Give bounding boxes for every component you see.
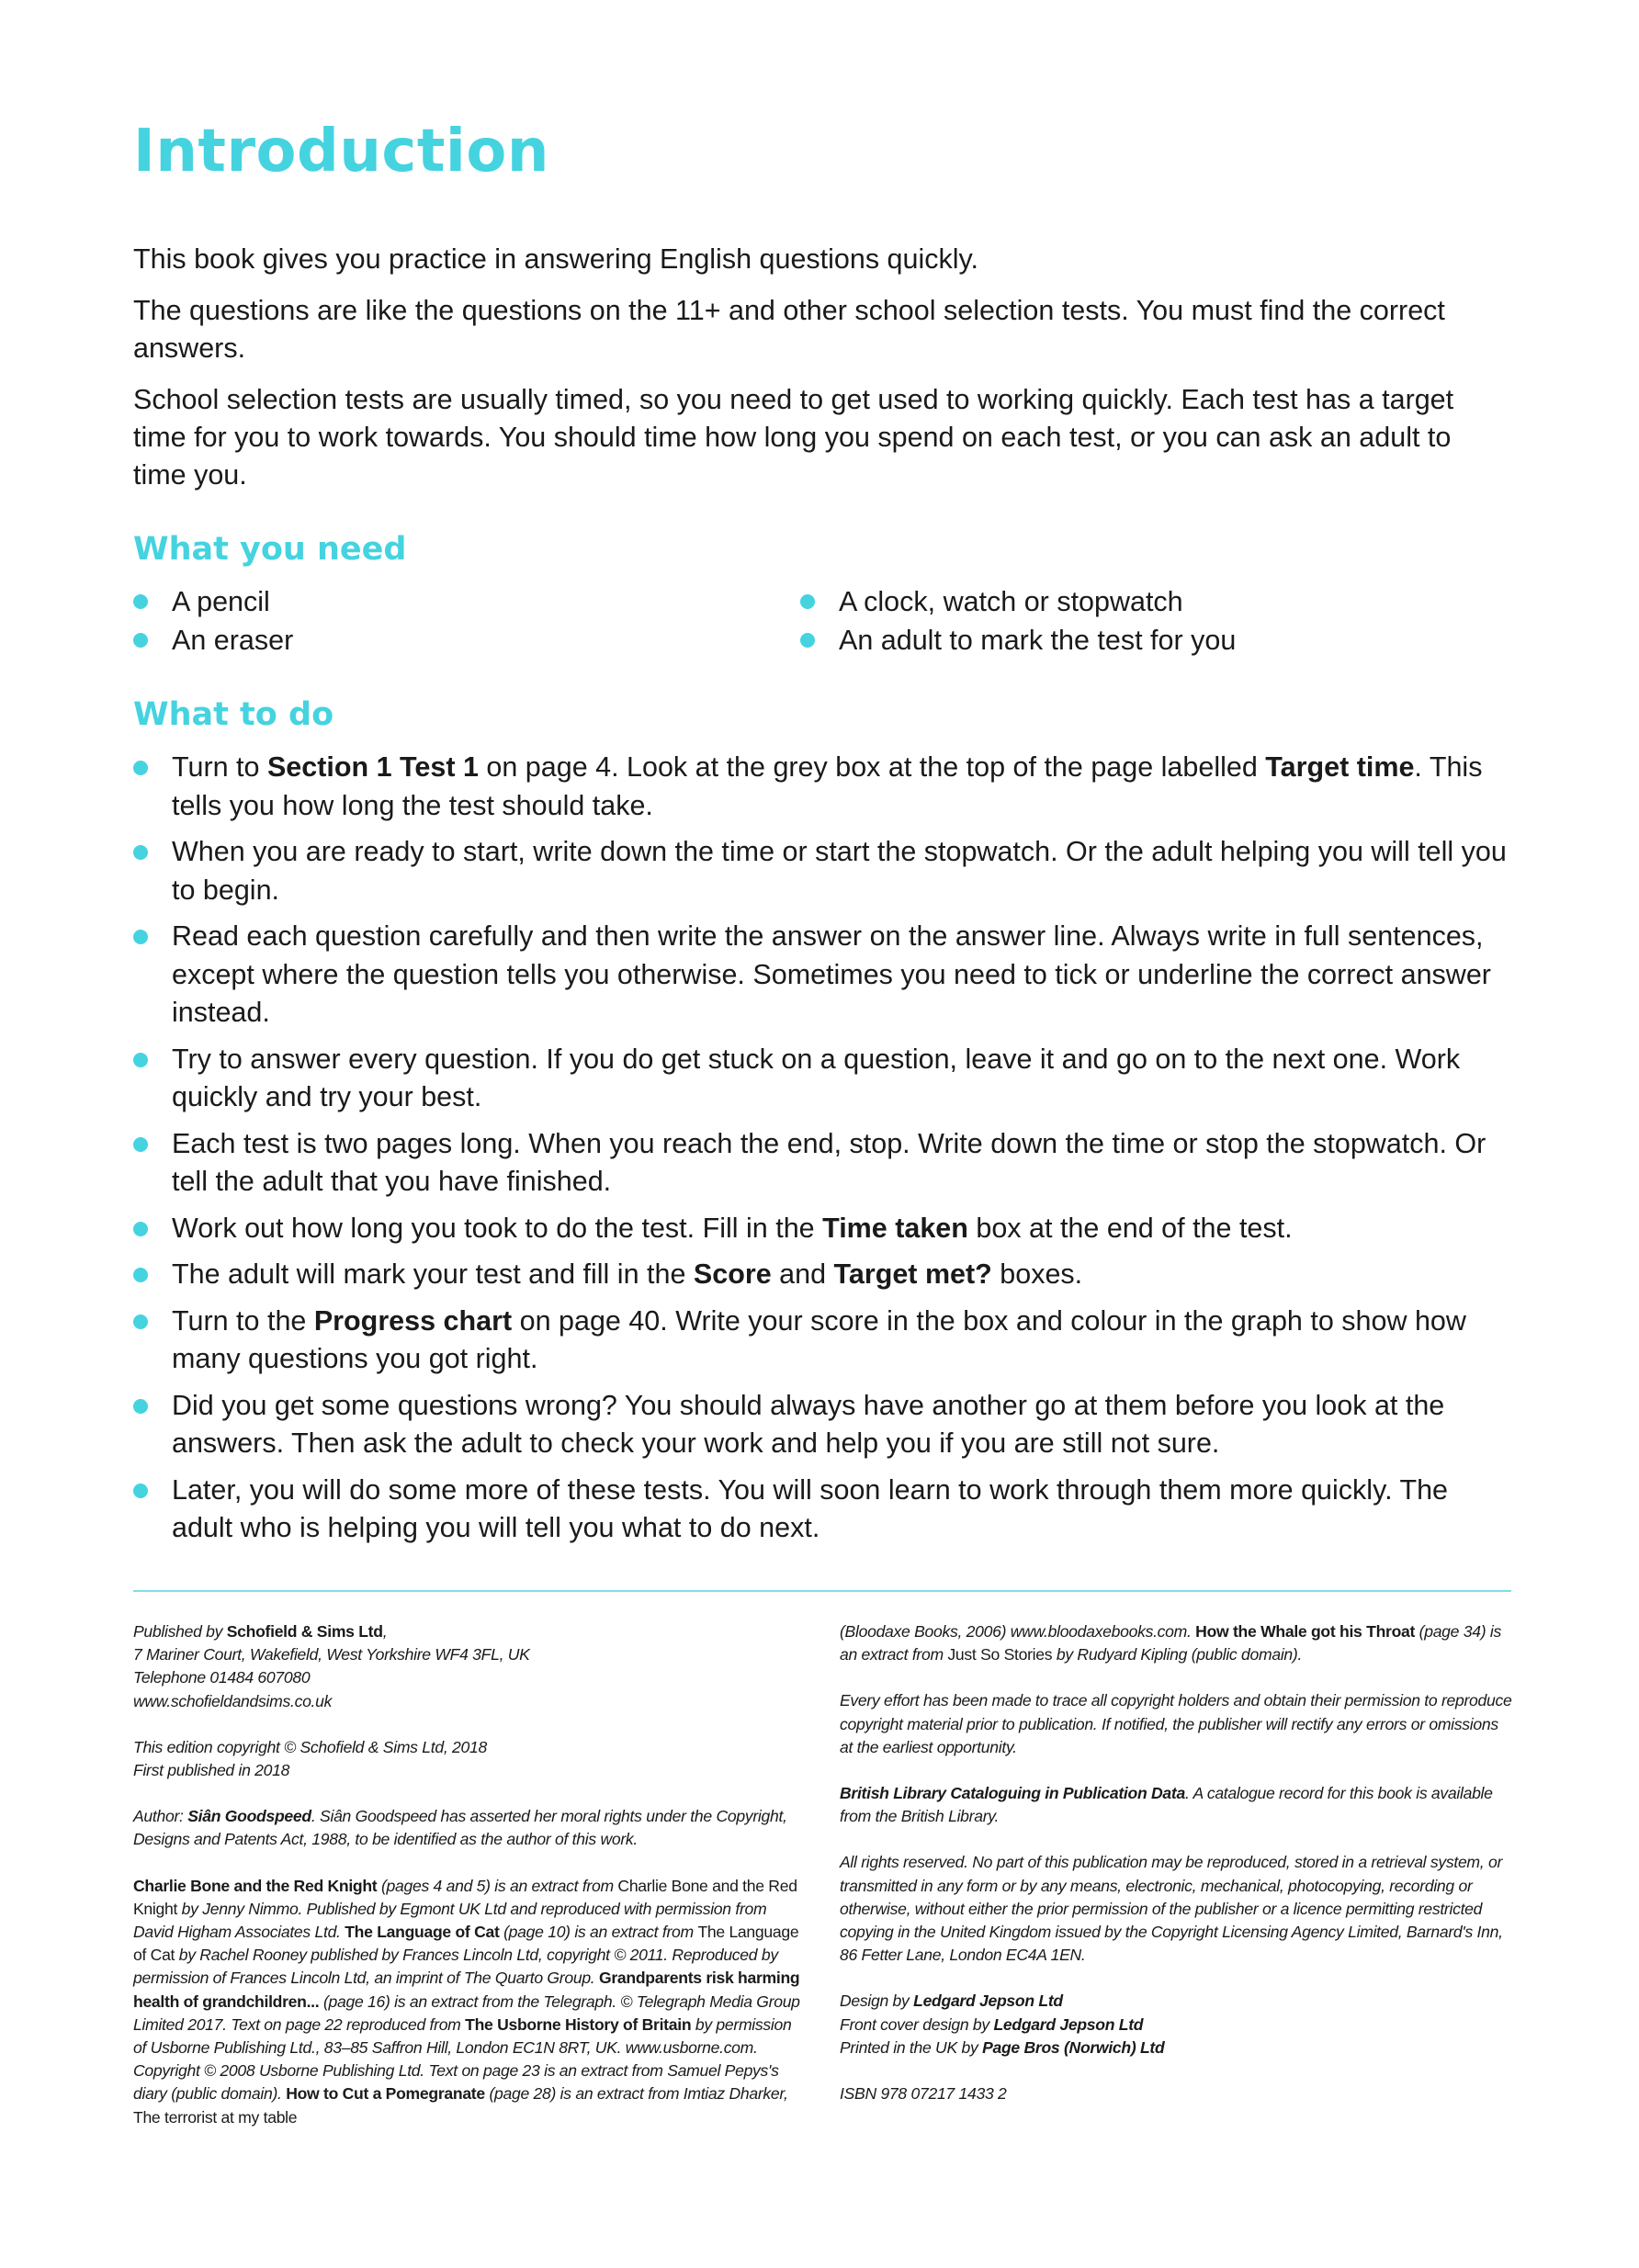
bullet-icon: [800, 594, 815, 609]
text-run: Read each question carefully and then write the answer on the answer line. Always write in full sentences, except where the question tells you otherwise. Sometimes you need to tick or underline the correct answer instead.: [172, 920, 1491, 1028]
bold-text: Ledgard Jepson Ltd: [993, 2014, 1144, 2034]
text-run: (page 10) is an extract from: [499, 1923, 698, 1942]
bullet-icon: [133, 1222, 148, 1236]
bullet-icon: [133, 1268, 148, 1282]
bullet-icon: [133, 845, 148, 860]
list-item-text: An eraser: [172, 625, 294, 656]
bold-text: Grandparents risk harming health of grandchildren...: [133, 1969, 800, 2011]
what-to-do-list: [133, 749, 1511, 1556]
text-run: Charlie Bone and the Red Knight: [133, 1876, 797, 1918]
bullet-icon: [133, 1399, 148, 1414]
bold-text: Schofield & Sims Ltd: [226, 1622, 383, 1641]
intro-paragraph: This book gives you practice in answering English questions quickly.: [133, 243, 978, 275]
bullet-icon: [133, 1137, 148, 1152]
list-item-text: A clock, watch or stopwatch: [839, 586, 1183, 617]
text-run: (page 34) is an extract from: [840, 1622, 1501, 1664]
imprint-right-column: [840, 1620, 1515, 2128]
bold-text: Siân Goodspeed: [187, 1807, 311, 1826]
intro-paragraph: School selection tests are usually timed, so you need to get used to working quickly. Each test has a target time for you to work towards. You should time how long you spend on each test, or you can ask an adult to time you.: [133, 384, 1454, 491]
instruction-item: [133, 1387, 1511, 1463]
bullet-icon: [133, 761, 148, 775]
bold-text: How to Cut a Pomegranate: [286, 2084, 485, 2104]
text-run: Did you get some questions wrong? You should always have another go at them before you look at the answers. Then ask the adult to check your work and help you if you are still not sure.: [172, 1389, 1445, 1459]
bold-text: Target met?: [833, 1258, 992, 1290]
text-run: . A catalogue record for this book is available from the British Library.: [840, 1784, 1493, 1826]
instruction-item: [133, 749, 1511, 825]
text-run: . This tells you how long the test should take.: [172, 751, 1483, 821]
text-run: on page 40. Write your score in the box and colour in the graph to show how many questions you got right.: [172, 1304, 1466, 1374]
text-run: by permission of Usborne Publishing Ltd., 83–85 Saffron Hill, London EC1N 8RT, UK. www.usborne.com. Copyright © 2008 Usborne Publishing Ltd. Text on page 23 is an extract from Samuel Pepys's diary (public domain).: [133, 2014, 792, 2104]
text-run: Printed in the UK by: [840, 2037, 983, 2057]
bullet-icon: [133, 633, 148, 648]
list-item: [133, 582, 800, 621]
text-run: Each test is two pages long. When you reach the end, stop. Write down the time or stop the stopwatch. Or tell the adult that you have finished.: [172, 1127, 1486, 1197]
text-run: Later, you will do some more of these tests. You will soon learn to work through them more quickly. The adult who is helping you will tell you what to do next.: [172, 1473, 1449, 1543]
text-run: (pages 4 and 5) is an extract from: [377, 1876, 618, 1895]
text-run: Design by: [840, 1992, 914, 2011]
text-run: 7 Mariner Court, Wakefield, West Yorkshire WF4 3FL, UK: [133, 1645, 530, 1664]
imprint-paragraph: [133, 1805, 804, 1851]
what-you-need-heading: What you need: [133, 531, 407, 568]
what-to-do-heading: What to do: [133, 696, 334, 733]
text-run: Every effort has been made to trace all copyright holders and obtain their permission to reproduce copyright material prior to publication. If notified, the publisher will rectify any errors or omissions at the earliest opportunity.: [840, 1691, 1512, 1756]
text-run: www.schofieldandsims.co.uk: [133, 1691, 333, 1710]
text-run: Just So Stories: [947, 1645, 1053, 1664]
text-run: ISBN 978 07217 1433 2: [840, 2084, 1007, 2104]
list-item: [800, 582, 1236, 621]
list-item: [800, 621, 1236, 660]
instruction-item: [133, 1041, 1511, 1117]
text-run: . Siân Goodspeed has asserted her moral rights under the Copyright, Designs and Patents Act, 1988, to be identified as the author of this work.: [133, 1807, 787, 1849]
text-run: The terrorist at my table: [133, 2107, 298, 2127]
page-title: Introduction: [133, 118, 549, 186]
imprint-paragraph: [133, 1620, 804, 1713]
bold-text: How the Whale got his Throat: [1195, 1622, 1416, 1641]
list-item-text: A pencil: [172, 586, 270, 617]
list-item: [133, 621, 800, 660]
text-run: Turn to: [172, 751, 267, 783]
instruction-item: [133, 918, 1511, 1032]
bold-text: British Library Cataloguing in Publication Data: [840, 1784, 1185, 1803]
divider: [133, 1590, 1511, 1592]
text-run: (Bloodaxe Books, 2006) www.bloodaxebooks.com.: [840, 1622, 1196, 1641]
bold-text: Section 1 Test 1: [266, 751, 479, 783]
imprint-paragraph: [133, 1875, 804, 2129]
intro-section: [133, 241, 1511, 508]
bold-text: Target time: [1265, 751, 1415, 783]
text-run: The adult will mark your test and fill in the: [172, 1258, 694, 1290]
bullet-icon: [133, 930, 148, 944]
text-run: on page 4. Look at the grey box at the top of the page labelled: [478, 751, 1266, 783]
bullet-icon: [133, 594, 148, 609]
imprint-paragraph: [840, 2082, 1515, 2105]
bold-text: Page Bros (Norwich) Ltd: [982, 2037, 1165, 2057]
list-item-text: An adult to mark the test for you: [839, 625, 1237, 656]
text-run: Try to answer every question. If you do get stuck on a question, leave it and go on to the next one. Work quickly and try your best.: [172, 1043, 1461, 1112]
bullet-icon: [800, 633, 815, 648]
text-run: Published by: [133, 1622, 227, 1641]
instruction-item: [133, 1125, 1511, 1202]
text-run: Turn to the: [172, 1304, 314, 1337]
bold-text: The Usborne History of Britain: [465, 2014, 692, 2034]
text-run: by Jenny Nimmo. Published by Egmont UK Ltd and reproduced with permission from David Higham Associates Ltd.: [133, 1899, 767, 1942]
instruction-item: [133, 1256, 1511, 1294]
text-run: ,: [382, 1622, 388, 1641]
text-run: Telephone 01484 607080: [133, 1668, 311, 1687]
text-run: Author:: [133, 1807, 188, 1826]
bullet-icon: [133, 1315, 148, 1329]
bold-text: Ledgard Jepson Ltd: [913, 1992, 1063, 2011]
imprint-paragraph: [840, 1851, 1515, 1967]
text-run: and: [771, 1258, 834, 1290]
text-run: by Rudyard Kipling (public domain).: [1052, 1645, 1303, 1664]
bullet-icon: [133, 1053, 148, 1067]
text-run: When you are ready to start, write down the time or start the stopwatch. Or the adult helping you will tell you to begin.: [172, 836, 1507, 906]
text-run: by Rachel Rooney published by Frances Lincoln Ltd, copyright © 2011. Reproduced by permission of Frances Lincoln Ltd, an imprint of The Quarto Group.: [133, 1946, 778, 1988]
bold-text: Progress chart: [313, 1304, 513, 1337]
instruction-item: [133, 1303, 1511, 1379]
imprint-paragraph: [840, 1689, 1515, 1759]
bold-text: Charlie Bone and the Red Knight: [133, 1876, 378, 1895]
bullet-icon: [133, 1484, 148, 1498]
bold-text: The Language of Cat: [345, 1923, 500, 1942]
imprint-paragraph: [840, 1782, 1515, 1828]
imprint-paragraph: [840, 1990, 1515, 2059]
text-run: The Language of Cat: [133, 1923, 799, 1965]
imprint-left-column: [133, 1620, 804, 2152]
text-run: (page 16) is an extract from the Telegraph. © Telegraph Media Group Limited 2017. Text on page 22 reproduced from: [133, 1992, 800, 2034]
instruction-item: [133, 1210, 1511, 1248]
text-run: (page 28) is an extract from Imtiaz Dharker,: [484, 2084, 788, 2104]
bold-text: Score: [693, 1258, 772, 1290]
intro-paragraph: The questions are like the questions on the 11+ and other school selection tests. You must find the correct answers.: [133, 295, 1445, 364]
instruction-item: [133, 833, 1511, 909]
text-run: boxes.: [991, 1258, 1083, 1290]
instruction-item: [133, 1472, 1511, 1548]
imprint-paragraph: [840, 1620, 1515, 1666]
what-you-need-list: [133, 582, 1511, 660]
text-run: All rights reserved. No part of this publication may be reproduced, stored in a retrieval system, or transmitted in any form or by any means, electronic, mechanical, photocopying, recording or otherwise, without either the prior permission of the publisher or a licence permitting restricted copying in the United Kingdom issued by the Copyright Licensing Agency Limited, Barnard's Inn, 86 Fetter Lane, London EC4A 1EN.: [840, 1853, 1503, 1965]
text-run: box at the end of the test.: [967, 1212, 1293, 1244]
text-run: This edition copyright © Schofield & Sims Ltd, 2018: [133, 1737, 487, 1756]
imprint-paragraph: [133, 1736, 804, 1782]
text-run: First published in 2018: [133, 1761, 290, 1780]
text-run: Front cover design by: [840, 2014, 994, 2034]
bold-text: Time taken: [822, 1212, 968, 1244]
text-run: Work out how long you took to do the test. Fill in the: [172, 1212, 823, 1244]
